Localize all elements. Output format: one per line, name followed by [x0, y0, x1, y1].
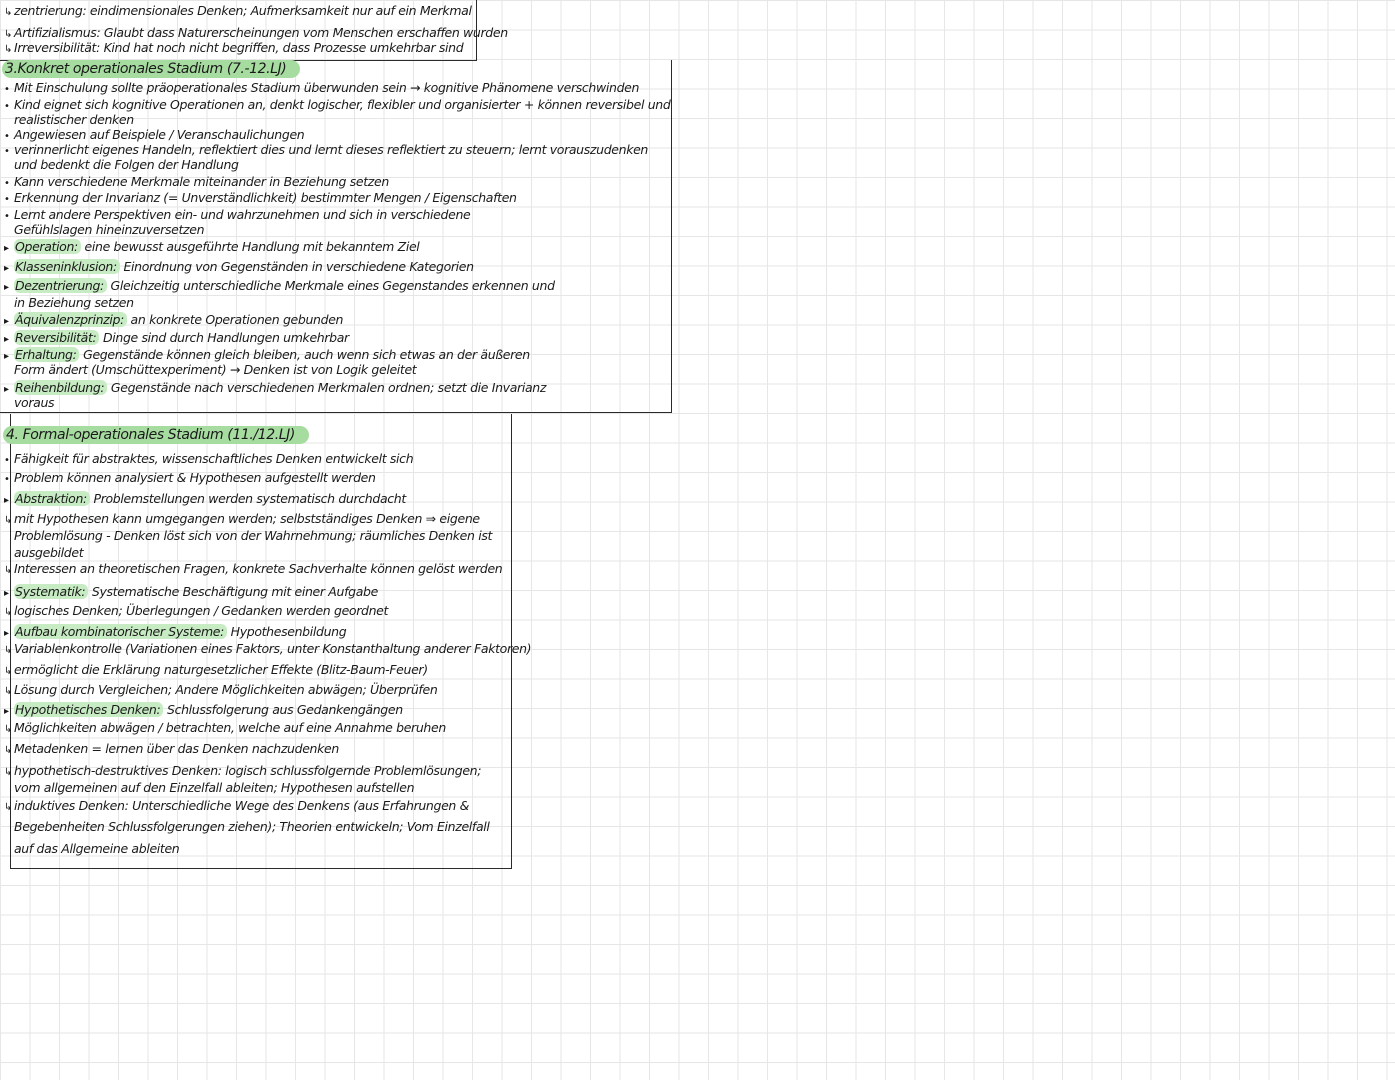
bullet-marker: ↳ — [4, 802, 13, 813]
line-text: Gegenstände nach verschiedenen Merkmalen ordnen; setzt die Invarianz — [107, 380, 547, 395]
bullet-marker: ↳ — [4, 666, 13, 677]
bullet-marker: • — [4, 178, 10, 189]
note-line — [4, 380, 546, 397]
line-text: Kind eignet sich kognitive Operationen an, denkt logischer, flexibler und organisierter + können reversibel und — [14, 97, 671, 112]
note-line — [4, 112, 134, 127]
line-text: Kann verschiedene Merkmale miteinander in Beziehung setzen — [14, 174, 389, 189]
bullet-marker: • — [4, 101, 10, 112]
note-line — [4, 362, 416, 377]
line-text: Gegenstände können gleich bleiben, auch wenn sich etwas an der äußeren — [79, 347, 530, 362]
bullet-marker: • — [4, 194, 10, 205]
line-text: Schlussfolgerung aus Gedankengängen — [163, 702, 403, 717]
line-text: voraus — [14, 395, 55, 410]
note-line — [4, 40, 463, 57]
line-text: Einordnung von Gegenständen in verschiedene Kategorien — [119, 259, 474, 274]
note-line — [4, 662, 428, 679]
highlighted-term: Klasseninklusion: — [14, 259, 120, 274]
bullet-marker: ↳ — [4, 607, 13, 618]
note-line — [4, 470, 376, 487]
line-text: ausgebildet — [14, 545, 84, 560]
line-text: Interessen an theoretischen Fragen, konkrete Sachverhalte können gelöst werden — [14, 561, 503, 576]
line-text: ermöglicht die Erklärung naturgesetzlicher Effekte (Blitz-Baum-Feuer) — [14, 662, 428, 677]
note-line — [4, 330, 349, 347]
bullet-marker: • — [4, 84, 10, 95]
line-text: Problem können analysiert & Hypothesen aufgestellt werden — [14, 470, 376, 485]
line-text: Metadenken = lernen über das Denken nachzudenken — [14, 741, 339, 756]
note-line — [4, 819, 490, 834]
note-line — [4, 259, 474, 276]
note-line — [4, 682, 437, 699]
note-line — [4, 561, 502, 578]
bullet-marker: ↳ — [4, 515, 13, 526]
line-text: mit Hypothesen kann umgegangen werden; selbstständiges Denken ⇒ eigene — [14, 511, 480, 526]
note-line — [4, 624, 346, 641]
note-line — [4, 295, 134, 310]
line-text: Erkennung der Invarianz (= Unverständlichkeit) bestimmter Mengen / Eigenschaften — [14, 190, 517, 205]
bullet-marker: ▸ — [4, 628, 9, 639]
note-line — [4, 222, 204, 237]
note-line — [4, 511, 480, 528]
bullet-marker: ↳ — [4, 686, 13, 697]
line-text: Problemstellungen werden systematisch durchdacht — [89, 491, 406, 506]
line-text: vom allgemeinen auf den Einzelfall ableiten; Hypothesen aufstellen — [14, 780, 415, 795]
highlighted-term: Erhaltung: — [14, 347, 79, 362]
bullet-marker: • — [4, 146, 10, 157]
note-line — [4, 312, 343, 329]
line-text: Mit Einschulung sollte präoperationales Stadium überwunden sein → kognitive Phänomene verschwinden — [14, 80, 640, 95]
bullet-marker: ↳ — [4, 745, 13, 756]
line-text: Begebenheiten Schlussfolgerungen ziehen); Theorien entwickeln; Vom Einzelfall — [14, 819, 490, 834]
bullet-marker: • — [4, 211, 10, 222]
note-line — [4, 584, 378, 601]
highlighted-term: Dezentrierung: — [14, 278, 107, 293]
note-line — [4, 841, 179, 856]
bullet-marker: ▸ — [4, 316, 9, 327]
bullet-marker: ▸ — [4, 588, 9, 599]
note-line — [4, 395, 54, 410]
line-text: logisches Denken; Überlegungen / Gedanken werden geordnet — [14, 603, 389, 618]
line-text: und bedenkt die Folgen der Handlung — [14, 157, 239, 172]
bullet-marker: ▸ — [4, 334, 9, 345]
highlighted-term: Hypothetisches Denken: — [14, 702, 163, 717]
line-text: Lösung durch Vergleichen; Andere Möglichkeiten abwägen; Überprüfen — [14, 682, 438, 697]
note-line — [4, 174, 389, 191]
section-4-heading: 4. Formal-operationales Stadium (11./12.LJ) — [3, 426, 309, 444]
bullet-marker: ↳ — [4, 7, 13, 18]
line-text: Gefühlslagen hineinzuversetzen — [14, 222, 205, 237]
bullet-marker: ▸ — [4, 384, 9, 395]
note-line — [4, 780, 414, 795]
line-text: Möglichkeiten abwägen / betrachten, welche auf eine Annahme beruhen — [14, 720, 446, 735]
bullet-marker: ▸ — [4, 282, 9, 293]
line-text: Angewiesen auf Beispiele / Veranschaulichungen — [14, 127, 305, 142]
note-line — [4, 641, 531, 658]
highlighted-term: Reihenbildung: — [14, 380, 107, 395]
line-text: realistischer denken — [14, 112, 134, 127]
line-text: Gleichzeitig unterschiedliche Merkmale eines Gegenstandes erkennen und — [106, 278, 555, 293]
note-line — [4, 741, 339, 758]
note-line — [4, 603, 388, 620]
note-line — [4, 190, 517, 207]
line-text: hypothetisch-destruktives Denken: logisch schlussfolgernde Problemlösungen; — [14, 763, 482, 778]
note-line — [4, 720, 446, 737]
line-text: Artifizialismus: Glaubt dass Naturerscheinungen vom Menschen erschaffen wurden — [14, 25, 508, 40]
bullet-marker: ▸ — [4, 495, 9, 506]
bullet-marker: • — [4, 455, 10, 466]
bullet-marker: ▸ — [4, 243, 9, 254]
line-text: Systematische Beschäftigung mit einer Aufgabe — [88, 584, 378, 599]
note-line — [4, 798, 469, 815]
bullet-marker: ↳ — [4, 29, 13, 40]
note-line — [4, 278, 555, 295]
bullet-marker: ▸ — [4, 706, 9, 717]
note-line — [4, 451, 413, 468]
line-text: Variablenkontrolle (Variationen eines Faktors, unter Konstanthaltung anderer Faktoren) — [14, 641, 532, 656]
line-text: Lernt andere Perspektiven ein- und wahrzunehmen und sich in verschiedene — [14, 207, 471, 222]
bullet-marker: ↳ — [4, 724, 13, 735]
line-text: Problemlösung - Denken löst sich von der Wahrnehmung; räumliches Denken ist — [14, 528, 493, 543]
note-line — [4, 3, 472, 20]
note-line — [4, 491, 406, 508]
line-text: verinnerlicht eigenes Handeln, reflektiert dies und lernt dieses reflektiert zu steuern; lernt vorauszudenken — [14, 142, 649, 157]
bullet-marker: ↳ — [4, 44, 13, 55]
line-text: Fähigkeit für abstraktes, wissenschaftliches Denken entwickelt sich — [14, 451, 414, 466]
bullet-marker: ▸ — [4, 263, 9, 274]
line-text: auf das Allgemeine ableiten — [14, 841, 180, 856]
line-text: Hypothesenbildung — [227, 624, 347, 639]
note-line — [4, 545, 83, 560]
highlighted-term: Systematik: — [14, 584, 88, 599]
bullet-marker: ▸ — [4, 351, 9, 362]
line-text: induktives Denken: Unterschiedliche Wege des Denkens (aus Erfahrungen & — [14, 798, 470, 813]
note-line — [4, 763, 481, 780]
bullet-marker: ↳ — [4, 565, 13, 576]
note-line — [4, 528, 492, 543]
highlighted-term: Äquivalenzprinzip: — [14, 312, 127, 327]
line-text: Irreversibilität: Kind hat noch nicht begriffen, dass Prozesse umkehrbar sind — [14, 40, 464, 55]
highlighted-term: Reversibilität: — [14, 330, 99, 345]
line-text: zentrierung: eindimensionales Denken; Aufmerksamkeit nur auf ein Merkmal — [14, 3, 472, 18]
section-3-heading: 3.Konkret operationales Stadium (7.-12.LJ) — [2, 60, 300, 78]
note-line — [4, 702, 403, 719]
note-line — [4, 157, 239, 172]
note-line — [4, 80, 639, 97]
line-text: in Beziehung setzen — [14, 295, 134, 310]
highlighted-term: Aufbau kombinatorischer Systeme: — [14, 624, 227, 639]
line-text: an konkrete Operationen gebunden — [126, 312, 344, 327]
bullet-marker: • — [4, 131, 10, 142]
line-text: Dinge sind durch Handlungen umkehrbar — [99, 330, 349, 345]
highlighted-term: Abstraktion: — [14, 491, 90, 506]
line-text: eine bewusst ausgeführte Handlung mit bekanntem Ziel — [80, 239, 420, 254]
note-line — [4, 239, 419, 256]
bullet-marker: ↳ — [4, 767, 13, 778]
bullet-marker: • — [4, 474, 10, 485]
bullet-marker: ↳ — [4, 645, 13, 656]
highlighted-term: Operation: — [14, 239, 81, 254]
line-text: Form ändert (Umschüttexperiment) → Denken ist von Logik geleitet — [14, 362, 417, 377]
